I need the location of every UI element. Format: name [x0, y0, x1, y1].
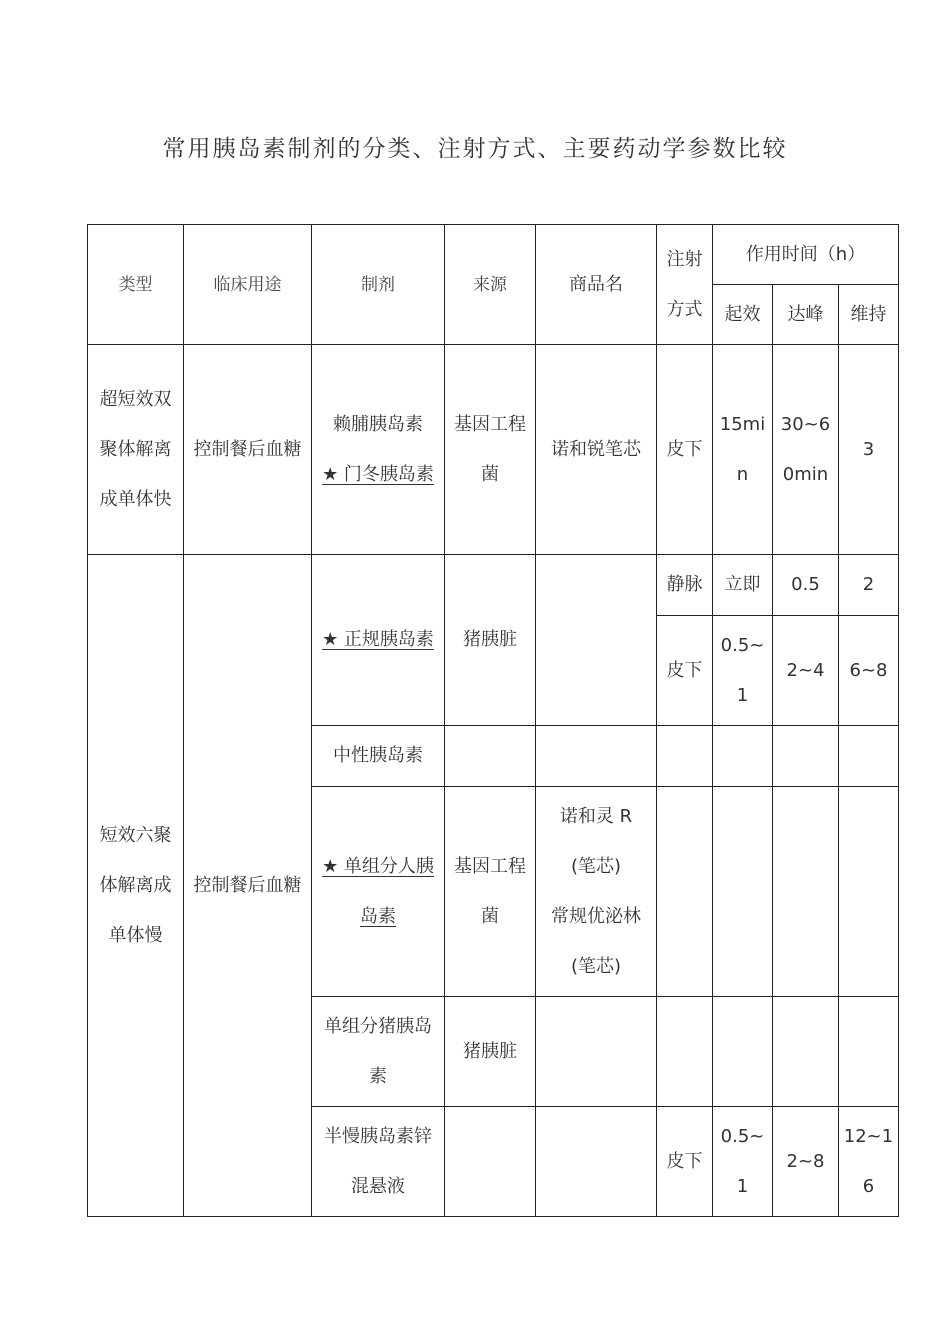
header-brand: 商品名	[536, 225, 657, 345]
cell-prep: ★ 单组分人胰岛素	[312, 787, 445, 997]
cell-route: 静脉	[657, 555, 713, 616]
cell-peak: 0.5	[773, 555, 839, 616]
cell-prep: 半慢胰岛素锌混悬液	[312, 1107, 445, 1217]
cell-source	[445, 726, 536, 787]
cell-source: 基因工程菌	[445, 787, 536, 997]
cell-prep: 中性胰岛素	[312, 726, 445, 787]
brand-line: 诺和灵 R	[559, 805, 633, 827]
cell-onset	[713, 787, 773, 997]
prep-aspart: ★ 门冬胰岛素	[322, 463, 434, 485]
cell-onset: 立即	[713, 555, 773, 616]
cell-source	[445, 1107, 536, 1217]
cell-brand	[536, 726, 657, 787]
header-source: 来源	[445, 225, 536, 345]
header-duration: 作用时间（h）	[713, 225, 899, 285]
cell-prep	[312, 345, 445, 555]
cell-prep: 单组分猪胰岛素	[312, 997, 445, 1107]
cell-brand	[536, 787, 657, 997]
cell-maintain: 12~16	[839, 1107, 899, 1217]
cell-source: 基因工程菌	[445, 345, 536, 555]
cell-route: 皮下	[657, 345, 713, 555]
cell-peak: 30~60min	[773, 345, 839, 555]
header-prep: 制剂	[312, 225, 445, 345]
cell-maintain: 3	[839, 345, 899, 555]
prep-lispro: 赖脯胰岛素	[333, 413, 423, 435]
cell-onset: 0.5~1	[713, 616, 773, 726]
cell-route	[657, 997, 713, 1107]
cell-peak	[773, 997, 839, 1107]
cell-onset	[713, 726, 773, 787]
cell-source: 猪胰脏	[445, 555, 536, 726]
table-row	[88, 345, 899, 555]
header-route: 注射方式	[657, 225, 713, 345]
cell-route	[657, 787, 713, 997]
cell-peak: 2~8	[773, 1107, 839, 1217]
cell-route	[657, 726, 713, 787]
brand-line: (笔芯)	[570, 955, 622, 977]
cell-maintain: 6~8	[839, 616, 899, 726]
header-type: 类型	[88, 225, 184, 345]
header-use: 临床用途	[184, 225, 312, 345]
header-onset: 起效	[713, 285, 773, 345]
cell-route: 皮下	[657, 1107, 713, 1217]
cell-brand	[536, 997, 657, 1107]
header-maintain: 维持	[839, 285, 899, 345]
cell-peak: 2~4	[773, 616, 839, 726]
brand-line: (笔芯)	[570, 855, 622, 877]
cell-use: 控制餐后血糖	[184, 345, 312, 555]
cell-onset: 0.5~1	[713, 1107, 773, 1217]
cell-type: 短效六聚体解离成单体慢	[88, 555, 184, 1217]
header-peak: 达峰	[773, 285, 839, 345]
cell-maintain	[839, 787, 899, 997]
cell-route: 皮下	[657, 616, 713, 726]
cell-onset	[713, 997, 773, 1107]
insulin-table	[87, 224, 899, 1217]
cell-peak	[773, 787, 839, 997]
cell-use: 控制餐后血糖	[184, 555, 312, 1217]
cell-prep: ★ 正规胰岛素	[312, 555, 445, 726]
cell-maintain: 2	[839, 555, 899, 616]
cell-brand	[536, 555, 657, 726]
cell-peak	[773, 726, 839, 787]
cell-maintain	[839, 997, 899, 1107]
table-row	[88, 555, 899, 616]
cell-onset: 15min	[713, 345, 773, 555]
cell-maintain	[839, 726, 899, 787]
cell-source: 猪胰脏	[445, 997, 536, 1107]
brand-line: 常规优泌林	[551, 905, 641, 927]
cell-brand	[536, 1107, 657, 1217]
page-title: 常用胰岛素制剂的分类、注射方式、主要药动学参数比较	[162, 136, 788, 162]
cell-type: 超短效双聚体解离成单体快	[88, 345, 184, 555]
cell-brand: 诺和锐笔芯	[536, 345, 657, 555]
